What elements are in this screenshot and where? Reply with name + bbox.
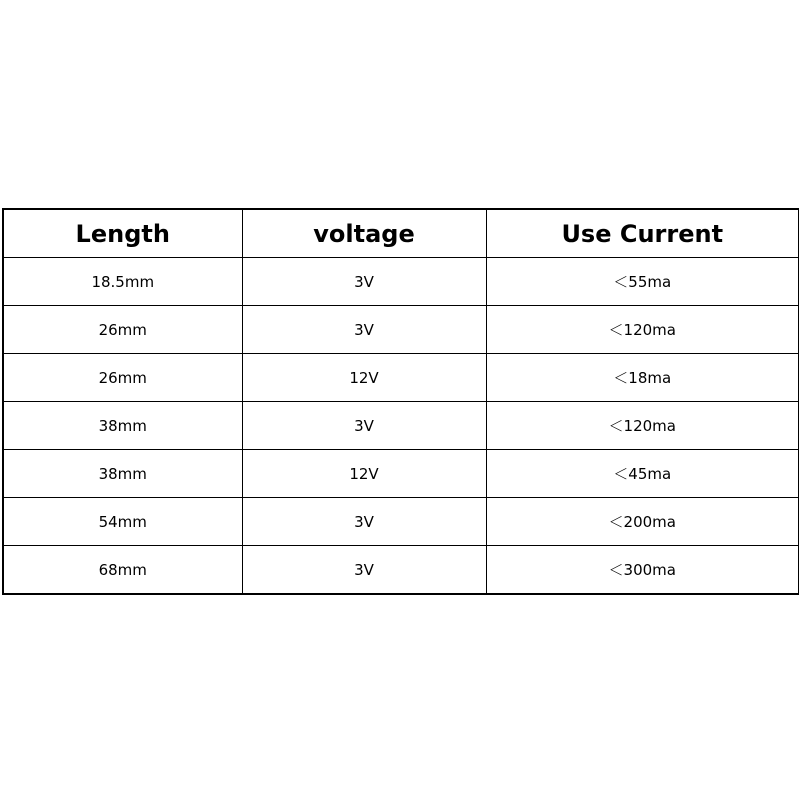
- voltage-cell: 12V: [242, 354, 486, 402]
- header-row: [3, 209, 799, 258]
- voltage-cell: 3V: [242, 498, 486, 546]
- table-row: [3, 354, 799, 402]
- header-length: Length: [3, 209, 242, 258]
- voltage-cell: 12V: [242, 450, 486, 498]
- header-voltage: voltage: [242, 209, 486, 258]
- length-cell: 18.5mm: [3, 258, 242, 306]
- table-row: [3, 450, 799, 498]
- table-row: [3, 546, 799, 595]
- table-row: [3, 402, 799, 450]
- voltage-cell: 3V: [242, 546, 486, 595]
- length-cell: 26mm: [3, 354, 242, 402]
- length-cell: 68mm: [3, 546, 242, 595]
- current-cell: ＜300ma: [486, 546, 799, 595]
- length-cell: 38mm: [3, 450, 242, 498]
- current-cell: ＜18ma: [486, 354, 799, 402]
- current-cell: ＜200ma: [486, 498, 799, 546]
- table-row: [3, 498, 799, 546]
- voltage-cell: 3V: [242, 402, 486, 450]
- length-cell: 26mm: [3, 306, 242, 354]
- current-cell: ＜120ma: [486, 402, 799, 450]
- spec-table: [2, 208, 799, 595]
- current-cell: ＜55ma: [486, 258, 799, 306]
- current-cell: ＜45ma: [486, 450, 799, 498]
- length-cell: 54mm: [3, 498, 242, 546]
- current-cell: ＜120ma: [486, 306, 799, 354]
- length-cell: 38mm: [3, 402, 242, 450]
- header-use-current: Use Current: [486, 209, 799, 258]
- table-row: [3, 306, 799, 354]
- voltage-cell: 3V: [242, 258, 486, 306]
- table-row: [3, 258, 799, 306]
- voltage-cell: 3V: [242, 306, 486, 354]
